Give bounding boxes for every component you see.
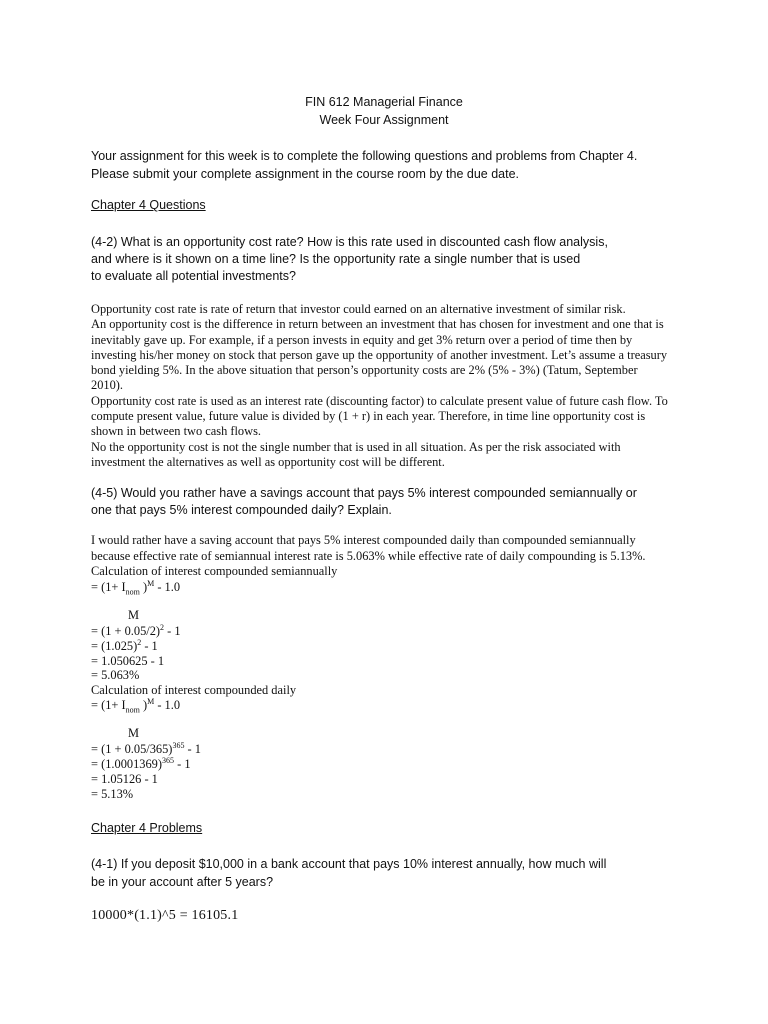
problems-heading: Chapter 4 Problems [91, 821, 203, 835]
intro-line-1: Your assignment for this week is to complete the following questions and problems from Chapter 4. [91, 149, 638, 163]
question-4-5-line-1: (4-5) Would you rather have a savings account that pays 5% interest compounded semiannually or [91, 486, 637, 500]
semiannual-heading: Calculation of interest compounded semiannually [91, 564, 338, 578]
answer-line: An opportunity cost is the difference in return between an investment that has chosen for investment and one that is [91, 317, 664, 332]
effective-rate-formula: = ($1+ I_{nom}$ )$^M$ - 1.0 [91, 696, 181, 715]
problem-4-1-line-1: (4-1) If you deposit $10,000 in a bank account that pays 10% interest annually, how much will [91, 857, 607, 871]
daily-step-2: = $(1.0001369)^{365} - 1$ [91, 755, 191, 771]
m-label: M [128, 726, 140, 740]
intro-line-2: Please submit your complete assignment in the course room by the due date. [91, 167, 520, 181]
answer-line: Opportunity cost rate is rate of return that investor could earned on an alternative investment of similar risk. [91, 302, 626, 316]
question-4-2-line-3: to evaluate all potential investments? [91, 269, 296, 283]
semiannual-result: = 5.063% [91, 668, 140, 682]
question-4-5-line-2: one that pays 5% interest compounded daily? Explain. [91, 503, 392, 517]
answer-line: investment the alternatives as well as opportunity cost will be different. [91, 454, 445, 469]
answer-4-5-line-1: I would rather have a saving account that pays 5% interest compounded daily than compounded semiannually [91, 533, 636, 547]
course-title: FIN 612 Managerial Finance [305, 95, 463, 109]
answer-line: bond yielding 5%. In the above situation that person’s opportunity costs are 2% (5% - 3%) (Tatum, September [91, 363, 638, 378]
daily-heading: Calculation of interest compounded daily [91, 683, 297, 697]
answer-4-2 [91, 302, 679, 470]
semiannual-step-2: = $(1.025)^2 - 1$ [91, 637, 158, 653]
problem-4-1-answer: 10000*(1.1)^5 = 16105.1 [91, 908, 239, 923]
answer-line: No the opportunity cost is not the single number that is used in all situation. As per the risk associated with [91, 439, 621, 454]
semiannual-step-3: = 1.050625 - 1 [91, 654, 165, 668]
answer-line: shown in between two cash flows. [91, 424, 261, 439]
answer-line: Opportunity cost rate is used as an interest rate (discounting factor) to calculate present value of future cash flow. To [91, 393, 668, 408]
effective-rate-formula: = ($1+ I_{nom}$ )$^M$ - 1.0 [91, 578, 181, 597]
questions-heading: Chapter 4 Questions [91, 198, 206, 212]
problem-4-1-line-2: be in your account after 5 years? [91, 875, 274, 889]
daily-result: = 5.13% [91, 787, 134, 801]
m-label: M [128, 608, 140, 622]
daily-step-1: = $(1 + 0.05/365)^{365} - 1$ [91, 740, 201, 756]
answer-line: 2010). [91, 378, 124, 393]
assignment-title: Week Four Assignment [319, 113, 449, 127]
answer-line: inevitably gave up. For example, if a person invests in equity and get 3% return over a period of time then by [91, 332, 633, 347]
question-4-2-line-2: and where is it shown on a time line? Is the opportunity rate a single number that is used [91, 252, 581, 266]
answer-line: investing his/her money on stock that person gave up the opportunity of another investment. Let’s assume a treasury [91, 347, 668, 362]
answer-line: compute present value, future value is divided by (1 + r) in each year. Therefore, in time line opportunity cost is [91, 409, 646, 424]
answer-4-5-line-2: because effective rate of semiannual interest rate is 5.063% while effective rate of daily compounding is 5.13%. [91, 549, 646, 563]
semiannual-step-1: = $(1 + 0.05/2)^2 - 1$ [91, 622, 181, 638]
question-4-2-line-1: (4-2) What is an opportunity cost rate? How is this rate used in discounted cash flow analysis, [91, 235, 608, 249]
daily-step-3: = 1.05126 - 1 [91, 772, 158, 786]
